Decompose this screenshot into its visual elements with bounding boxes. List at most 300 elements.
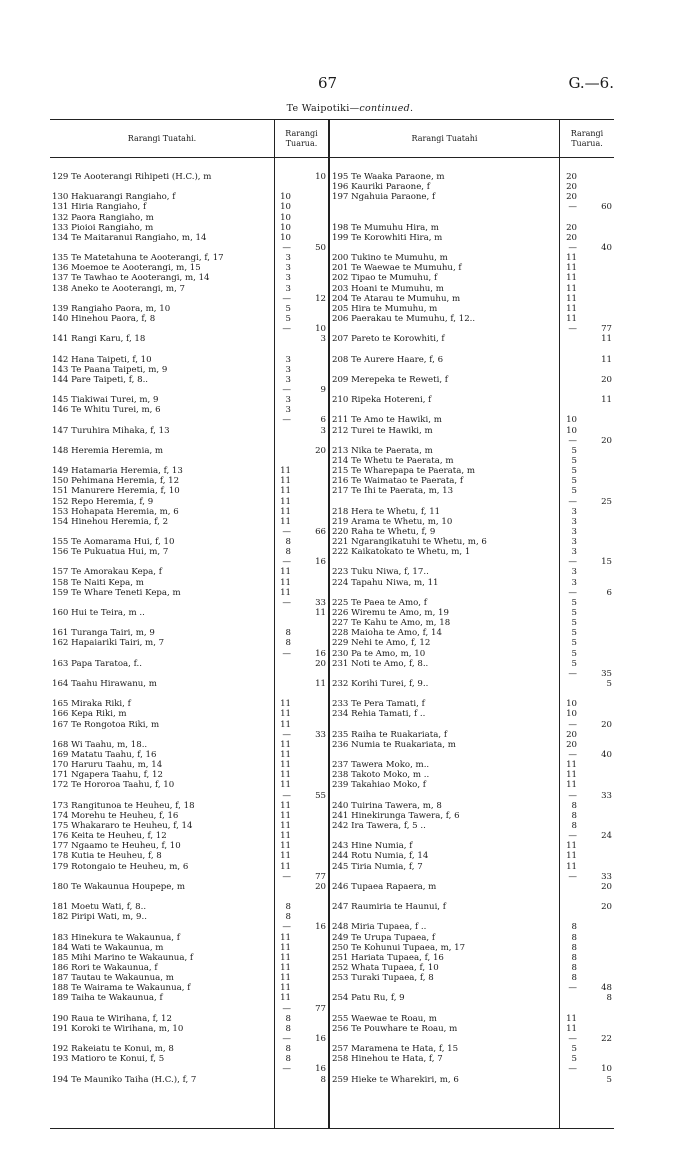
share-value: 5	[571, 1044, 577, 1055]
list-item	[330, 973, 614, 983]
entry-name: 197 Ngahuia Paraone, f	[332, 192, 436, 203]
share-value: 3	[285, 374, 291, 385]
list-item	[330, 770, 614, 780]
list-item	[50, 699, 328, 709]
list-item	[330, 720, 614, 730]
list-item	[330, 547, 614, 557]
list-item	[50, 811, 328, 821]
page-number: 67	[318, 74, 338, 92]
entry-name: 174 Morehu te Heuheu, f, 16	[52, 810, 179, 821]
share-value: 10	[280, 232, 291, 243]
list-item	[330, 628, 614, 638]
share-total: 77	[315, 1003, 326, 1014]
list-item	[50, 841, 328, 851]
share-value: —	[568, 983, 577, 994]
list-item	[50, 344, 328, 354]
list-item	[50, 172, 328, 182]
share-value: —	[568, 435, 577, 446]
entry-name: 181 Moetu Wati, f, 8..	[52, 902, 147, 913]
entry-name: 156 Te Pukuatua Hui, m, 7	[52, 547, 169, 558]
entry-name: 142 Hana Taipeti, f, 10	[52, 354, 152, 365]
share-value: 11	[280, 831, 291, 842]
entry-name: 135 Te Matetahuna te Aooterangi, f, 17	[52, 253, 224, 264]
list-item	[50, 821, 328, 831]
share-value: —	[282, 384, 291, 395]
share-value: 5	[571, 466, 577, 477]
share-value: 10	[566, 709, 577, 720]
list-item	[330, 436, 614, 446]
share-value: 11	[566, 253, 577, 264]
entry-name: 243 Hine Numia, f	[332, 841, 413, 852]
share-total: 11	[601, 354, 612, 365]
share-value: 8	[285, 902, 291, 913]
entry-name: 231 Noti te Amo, f, 8..	[332, 658, 429, 669]
list-item	[330, 202, 614, 212]
entry-name: 235 Raiha te Ruakariata, f	[332, 729, 447, 740]
list-item	[50, 963, 328, 973]
list-item	[330, 922, 614, 932]
list-item	[330, 355, 614, 365]
share-total: 20	[601, 435, 612, 446]
share-value: 8	[571, 821, 577, 831]
entry-name: 208 Te Aurere Haare, f, 6	[332, 354, 444, 365]
share-total: 3	[320, 425, 326, 436]
share-value: 3	[571, 526, 577, 537]
entry-name: 158 Te Naiti Kepa, m	[52, 577, 144, 588]
entry-name: 153 Hohapata Heremia, m, 6	[52, 506, 179, 517]
list-item	[330, 192, 614, 202]
share-total: 77	[315, 871, 326, 882]
share-total: 8	[320, 1074, 326, 1085]
share-value: 11	[566, 293, 577, 304]
list-item	[330, 963, 614, 973]
list-item	[330, 415, 614, 425]
share-total: 10	[315, 172, 326, 182]
entry-name: 246 Tupaea Rapaera, m	[332, 881, 437, 892]
entry-name: 226 Wiremu te Amo, m, 19	[332, 608, 449, 619]
share-value: —	[282, 922, 291, 933]
entry-name: 201 Te Waewae te Mumuhu, f	[332, 263, 462, 274]
share-value: 11	[566, 851, 577, 862]
share-value: 11	[280, 486, 291, 497]
share-value: 20	[566, 192, 577, 203]
share-total: 48	[601, 983, 612, 994]
entry-name: 185 Mihi Marino te Wakaunua, f	[52, 952, 194, 963]
entry-name: 239 Takahiao Moko, f	[332, 780, 426, 791]
share-value: 3	[285, 283, 291, 294]
entry-name: 258 Hinehou te Hata, f, 7	[332, 1054, 443, 1065]
entry-name: 195 Te Waaka Paraone, m	[332, 172, 445, 182]
share-value: 5	[285, 303, 291, 314]
list-item	[50, 1014, 328, 1024]
share-value: 11	[566, 760, 577, 771]
share-total: 10	[315, 324, 326, 335]
list-item	[330, 1014, 614, 1024]
list-item	[330, 223, 614, 233]
entry-name: 168 Wi Taahu, m, 18..	[52, 739, 148, 750]
list-item	[330, 892, 614, 902]
share-value: —	[568, 324, 577, 335]
share-value: 10	[280, 222, 291, 233]
entry-name: 175 Whakararo te Heuheu, f, 14	[52, 821, 193, 831]
share-value: 20	[566, 182, 577, 193]
entry-name: 166 Kepa Riki, m	[52, 709, 127, 720]
share-value: 8	[285, 1044, 291, 1055]
list-item	[330, 385, 614, 395]
share-total: 33	[315, 729, 326, 740]
list-item	[330, 253, 614, 263]
share-total: 35	[601, 668, 612, 679]
list-item	[50, 476, 328, 486]
share-value: 5	[285, 313, 291, 324]
list-item	[330, 1034, 614, 1044]
entry-name: 203 Hoani te Mumuhu, m	[332, 283, 444, 294]
share-value: 11	[280, 861, 291, 872]
list-item	[330, 304, 614, 314]
entry-name: 186 Rori te Wakaunua, f	[52, 962, 158, 973]
share-value: —	[282, 597, 291, 608]
share-total: 16	[315, 648, 326, 659]
entry-name: 172 Te Hororoa Taahu, f, 10	[52, 780, 175, 791]
list-item	[50, 273, 328, 283]
list-item	[330, 862, 614, 872]
page-header	[0, 74, 700, 94]
share-value: 11	[280, 973, 291, 984]
entry-name: 190 Raua te Wirihana, f, 12	[52, 1013, 172, 1024]
list-item	[330, 324, 614, 334]
list-item	[50, 263, 328, 273]
share-value: 8	[571, 942, 577, 953]
list-item	[50, 284, 328, 294]
share-value: 3	[571, 567, 577, 578]
entry-name: 144 Pare Taipeti, f, 8..	[52, 374, 149, 385]
share-value: —	[282, 293, 291, 304]
list-item	[330, 659, 614, 669]
share-value: 8	[285, 628, 291, 639]
list-item	[50, 628, 328, 638]
list-item	[330, 466, 614, 476]
share-total: 25	[601, 496, 612, 507]
share-value: 20	[566, 172, 577, 182]
share-value: 5	[571, 445, 577, 456]
list-item	[50, 436, 328, 446]
entry-name: 129 Te Aooterangi Rihipeti (H.C.), m	[52, 172, 212, 182]
list-item	[330, 699, 614, 709]
share-total: 5	[606, 1074, 612, 1085]
list-item	[50, 395, 328, 405]
share-value: 11	[280, 770, 291, 781]
list-item	[50, 233, 328, 243]
entry-name: 131 Hiria Rangiaho, f	[52, 202, 147, 213]
list-item	[330, 912, 614, 922]
share-value: 10	[280, 192, 291, 203]
share-value: 11	[566, 1023, 577, 1034]
entry-name: 234 Rehia Tamati, f ..	[332, 709, 426, 720]
list-item	[330, 344, 614, 354]
entry-name: 192 Rakeiatu te Konui, m, 8	[52, 1044, 174, 1055]
share-value: 3	[571, 547, 577, 558]
share-total: 20	[601, 902, 612, 913]
entry-name: 207 Pareto te Korowhiti, f	[332, 334, 445, 345]
list-item	[330, 821, 614, 831]
share-value: —	[568, 871, 577, 882]
list-item	[330, 507, 614, 517]
list-item	[330, 273, 614, 283]
list-item	[50, 953, 328, 963]
share-value: 11	[280, 739, 291, 750]
list-item	[50, 831, 328, 841]
list-item	[330, 446, 614, 456]
list-item	[50, 638, 328, 648]
entry-name: 152 Repo Heremia, f, 9	[52, 496, 154, 507]
list-item	[50, 669, 328, 679]
list-item	[50, 547, 328, 557]
share-total: 16	[315, 557, 326, 568]
entry-name: 256 Te Pouwhare te Roau, m	[332, 1023, 458, 1034]
share-value: 11	[566, 303, 577, 314]
entry-name: 211 Te Amo te Hawiki, m	[332, 415, 442, 426]
share-value: 3	[285, 253, 291, 264]
share-total: 40	[601, 242, 612, 253]
share-value: 11	[280, 800, 291, 811]
share-value: 11	[566, 861, 577, 872]
list-item	[50, 294, 328, 304]
list-item	[50, 182, 328, 192]
entry-name: 247 Raumiria te Haunui, f	[332, 902, 446, 913]
list-item	[330, 709, 614, 719]
entry-name: 198 Te Mumuhu Hira, m	[332, 222, 439, 233]
share-value: 20	[566, 729, 577, 740]
entry-name: 257 Maramena te Hata, f, 15	[332, 1044, 459, 1055]
entry-name: 140 Hinehou Paora, f, 8	[52, 313, 156, 324]
share-value: —	[568, 831, 577, 842]
share-value: —	[282, 790, 291, 801]
entry-name: 224 Tapahu Niwa, m, 11	[332, 577, 439, 588]
list-item	[50, 872, 328, 882]
share-total: 9	[320, 384, 326, 395]
list-item	[330, 943, 614, 953]
entry-name: 139 Rangiaho Paora, m, 10	[52, 303, 171, 314]
entry-name: 200 Tukino te Mumuhu, m	[332, 253, 448, 264]
share-total: 33	[601, 790, 612, 801]
share-total: 11	[315, 608, 326, 619]
list-item	[50, 720, 328, 730]
entry-name: 233 Te Pera Tamati, f	[332, 699, 425, 710]
list-item	[330, 233, 614, 243]
entry-name: 242 Ira Tawera, f, 5 ..	[332, 821, 426, 831]
share-total: 20	[315, 881, 326, 892]
list-item	[50, 1004, 328, 1014]
share-value: 5	[571, 608, 577, 619]
entry-name: 149 Hatamaria Heremia, f, 13	[52, 466, 183, 477]
entry-name: 159 Te Whare Teneti Kepa, m	[52, 587, 181, 598]
list-item	[330, 953, 614, 963]
entry-name: 176 Keita te Heuheu, f, 12	[52, 831, 167, 842]
share-value: 11	[280, 476, 291, 487]
list-item	[50, 355, 328, 365]
entry-name: 188 Te Wairama te Wakaunua, f	[52, 983, 191, 994]
list-item	[330, 780, 614, 790]
share-total: 11	[601, 395, 612, 406]
entry-name: 241 Hinekirunga Tawera, f, 6	[332, 810, 460, 821]
entry-name: 244 Rotu Numia, f, 14	[332, 851, 429, 862]
list-item	[330, 902, 614, 912]
list-item	[50, 750, 328, 760]
share-total: 40	[601, 750, 612, 761]
share-value: 11	[566, 283, 577, 294]
list-item	[330, 567, 614, 577]
entry-name: 154 Hinehou Heremia, f, 2	[52, 516, 169, 527]
entry-name: 180 Te Wakaunua Houpepe, m	[52, 881, 186, 892]
share-value: 8	[285, 912, 291, 923]
share-total: 20	[315, 658, 326, 669]
share-value: 11	[566, 313, 577, 324]
list-item	[330, 365, 614, 375]
entry-name: 205 Hira te Mumuhu, m	[332, 303, 438, 314]
right-shares-header: Rarangi Tuarua.	[570, 128, 604, 148]
share-value: 11	[280, 709, 291, 720]
entry-name: 164 Taahu Hirawanu, m	[52, 679, 157, 690]
entry-name: 230 Pa te Amo, m, 10	[332, 648, 426, 659]
list-item	[50, 426, 328, 436]
share-value: —	[282, 729, 291, 740]
share-value: 5	[571, 597, 577, 608]
share-value: 11	[280, 821, 291, 831]
entry-name: 219 Arama te Whetu, m, 10	[332, 516, 453, 527]
subtitle-continued: continued.	[359, 103, 414, 114]
list-item	[330, 1044, 614, 1054]
share-total: 15	[601, 557, 612, 568]
entry-name: 251 Hariata Tupaea, f, 16	[332, 952, 444, 963]
entry-name: 170 Haruru Taahu, m, 14	[52, 760, 163, 771]
list-item	[50, 801, 328, 811]
entry-name: 202 Tipao te Mumuhu, f	[332, 273, 438, 284]
list-item	[330, 578, 614, 588]
share-value: —	[568, 496, 577, 507]
share-value: 3	[285, 395, 291, 406]
entry-name: 214 Te Whetu te Paerata, m	[332, 455, 454, 466]
list-item	[50, 933, 328, 943]
list-item	[50, 679, 328, 689]
share-value: 8	[285, 1054, 291, 1065]
entry-name: 240 Tuirina Tawera, m, 8	[332, 800, 442, 811]
entry-name: 187 Tautau te Wakaunua, m	[52, 973, 174, 984]
entry-name: 169 Matatu Taahu, f, 16	[52, 750, 157, 761]
share-total: 60	[601, 202, 612, 213]
list-item	[50, 780, 328, 790]
entry-name: 212 Turei te Hawiki, m	[332, 425, 433, 436]
list-item	[330, 983, 614, 993]
list-item	[330, 933, 614, 943]
list-item	[50, 618, 328, 628]
list-item	[330, 1075, 614, 1085]
list-item	[330, 476, 614, 486]
list-item	[330, 1064, 614, 1074]
share-value: 11	[280, 841, 291, 852]
list-item	[330, 872, 614, 882]
share-value: 11	[280, 851, 291, 862]
share-value: 8	[571, 810, 577, 821]
list-item	[50, 517, 328, 527]
list-item	[50, 456, 328, 466]
list-item	[50, 304, 328, 314]
share-value: 11	[566, 1013, 577, 1024]
share-value: 5	[571, 476, 577, 487]
share-total: 20	[601, 881, 612, 892]
right-list	[330, 172, 614, 1085]
share-value: —	[282, 557, 291, 568]
share-value: —	[282, 324, 291, 335]
share-value: 10	[566, 699, 577, 710]
entry-name: 160 Hui te Teira, m ..	[52, 608, 145, 619]
share-total: 20	[601, 374, 612, 385]
entry-name: 132 Paora Rangiaho, m	[52, 212, 154, 223]
share-value: 5	[571, 455, 577, 466]
share-value: —	[568, 790, 577, 801]
share-value: 3	[285, 364, 291, 375]
list-item	[50, 202, 328, 212]
right-name-header: Rarangi Tuatahi	[411, 133, 478, 143]
list-item	[330, 588, 614, 598]
list-item	[330, 760, 614, 770]
share-value: 11	[280, 952, 291, 963]
share-total: 66	[315, 526, 326, 537]
share-value: 11	[280, 587, 291, 598]
list-item	[330, 638, 614, 648]
share-value: —	[568, 242, 577, 253]
list-item	[50, 365, 328, 375]
list-item	[50, 578, 328, 588]
share-value: 10	[566, 425, 577, 436]
entry-name: 141 Rangi Karu, f, 18	[52, 334, 146, 345]
share-value: 8	[285, 547, 291, 558]
share-value: 11	[280, 962, 291, 973]
share-value: —	[282, 242, 291, 253]
entry-name: 157 Te Amorakau Kepa, f	[52, 567, 162, 578]
entry-name: 165 Miraka Riki, f	[52, 699, 131, 710]
share-value: 5	[571, 648, 577, 659]
list-item	[330, 456, 614, 466]
document-reference: G.—6.	[568, 74, 614, 92]
share-total: 3	[320, 334, 326, 345]
share-value: —	[568, 557, 577, 568]
share-value: 8	[571, 952, 577, 963]
list-item	[50, 770, 328, 780]
list-item	[330, 791, 614, 801]
share-value: 11	[280, 516, 291, 527]
list-item	[50, 557, 328, 567]
entry-name: 238 Takoto Moko, m ..	[332, 770, 430, 781]
share-total: 22	[601, 1033, 612, 1044]
list-item	[50, 892, 328, 902]
list-item	[330, 608, 614, 618]
share-value: 11	[280, 577, 291, 588]
share-value: 3	[571, 537, 577, 548]
list-item	[50, 375, 328, 385]
list-item	[50, 943, 328, 953]
list-item	[50, 740, 328, 750]
list-item	[50, 507, 328, 517]
entry-name: 147 Turuhira Mihaka, f, 13	[52, 425, 170, 436]
share-value: 11	[566, 770, 577, 781]
share-value: 8	[571, 962, 577, 973]
share-value: 11	[280, 993, 291, 1004]
list-item	[50, 324, 328, 334]
list-item	[50, 730, 328, 740]
share-total: 33	[315, 597, 326, 608]
share-total: 10	[601, 1064, 612, 1075]
share-value: —	[568, 587, 577, 598]
